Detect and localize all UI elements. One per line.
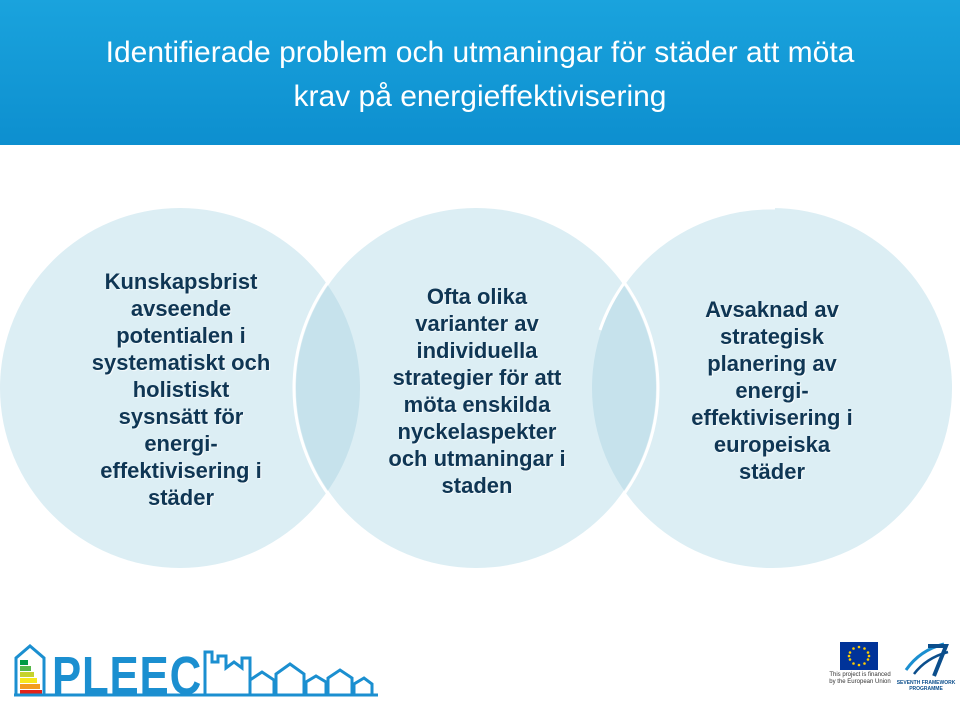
circle-3-line: effektivisering i xyxy=(691,405,853,430)
circle-1-line: Kunskapsbrist xyxy=(104,269,258,294)
circle-3-line: planering av xyxy=(707,351,837,376)
fp7-caption: SEVENTH FRAMEWORK PROGRAMME xyxy=(896,680,956,692)
circle-1-line: systematiskt och xyxy=(91,350,271,375)
circle-2-line: möta enskilda xyxy=(403,392,551,417)
circle-1-line: potentialen i xyxy=(116,323,246,348)
circle-3-line: Avsaknad av xyxy=(705,297,839,322)
circle-2-line: staden xyxy=(441,473,513,498)
circle-1-line: energi- xyxy=(144,431,218,456)
circle-1-text xyxy=(48,268,314,511)
circle-1-line: städer xyxy=(147,485,215,510)
eu-financing-caption: This project is financed by the European Union xyxy=(829,672,891,685)
circle-2-line: individuella xyxy=(416,338,538,363)
eu-flag-icon xyxy=(840,642,878,670)
slide-title-line-2: krav på energieffektivisering xyxy=(293,80,667,113)
circle-3-line: strategisk xyxy=(720,324,824,349)
circle-3-line: energi- xyxy=(735,378,809,403)
slide-title-line-1: Identifierade problem och utmaningar för städer att möta xyxy=(105,36,855,69)
pleec-wordmark: PLEEC xyxy=(52,646,202,702)
pleec-logo xyxy=(0,622,380,702)
circle-2-line: strategier för att xyxy=(392,365,562,390)
circle-3-line: städer xyxy=(738,459,806,484)
circle-2-line: Ofta olika xyxy=(426,284,528,309)
circle-2-line: varianter av xyxy=(415,311,539,336)
circle-3-text xyxy=(655,296,889,485)
circle-1-line: avseende xyxy=(130,296,232,321)
circle-1-line: effektivisering i xyxy=(100,458,262,483)
circle-2-text xyxy=(346,283,608,499)
circle-2-line: och utmaningar i xyxy=(388,446,566,471)
circle-2-line: nyckelaspekter xyxy=(397,419,557,444)
circle-1-line: holistiskt xyxy=(132,377,230,402)
circle-1-line: sysnsätt för xyxy=(118,404,244,429)
fp7-logo-icon xyxy=(900,640,954,680)
circle-3-line: europeiska xyxy=(713,432,831,457)
